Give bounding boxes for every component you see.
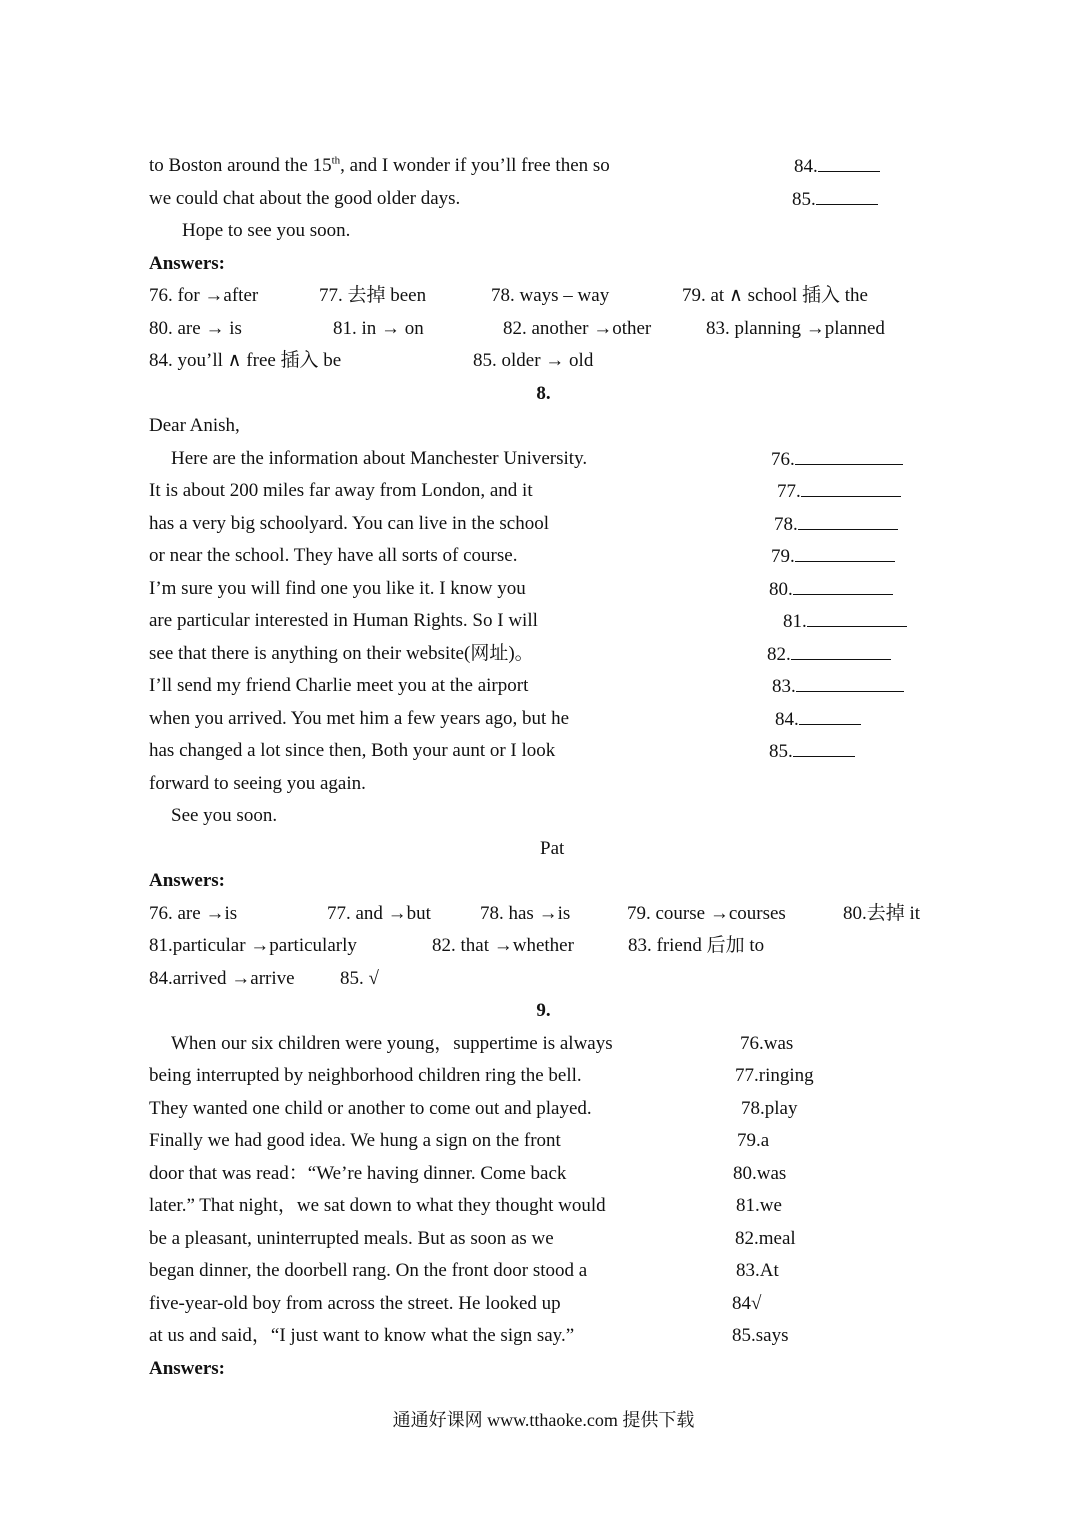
- passage-line: It is about 200 miles far away from London, and it: [149, 480, 533, 501]
- section-heading: 9.: [536, 1000, 551, 1021]
- answer-item: 84. you’ll ∧ free 插入 be: [149, 350, 342, 371]
- answer-item: 77. 去掉 been: [319, 285, 427, 306]
- answer-item: 79. at ∧ school 插入 the: [682, 285, 868, 306]
- passage-line: door that was read：“We’re having dinner. Come back: [149, 1163, 567, 1184]
- closing-line: See you soon.: [171, 805, 278, 826]
- section-heading: 8.: [536, 383, 551, 404]
- correction: 83.At: [736, 1260, 779, 1281]
- passage-line: are particular interested in Human Rights. So I will: [149, 610, 538, 631]
- passage-line: They wanted one child or another to come out and played.: [149, 1098, 592, 1119]
- blank-number: 82.: [767, 642, 891, 667]
- correction: 82.meal: [735, 1228, 796, 1249]
- correction: 80.was: [733, 1163, 787, 1184]
- correction: 85.says: [732, 1325, 789, 1346]
- answer-item: 78. has →is: [480, 903, 571, 924]
- answer-item: 83. friend 后加 to: [628, 935, 765, 956]
- passage-line: or near the school. They have all sorts of course.: [149, 545, 518, 566]
- blank-number: 81.: [783, 609, 907, 634]
- correction: 76.was: [740, 1033, 794, 1054]
- answer-item: 83. planning →planned: [706, 318, 885, 339]
- passage-line: to Boston around the 15th, and I wonder if you’ll free then so: [149, 154, 610, 176]
- answer-item: 78. ways – way: [491, 285, 610, 306]
- answer-item: 82. that →whether: [432, 935, 574, 956]
- correction: 77.ringing: [735, 1065, 814, 1086]
- answer-item: 85. √: [340, 968, 379, 989]
- blank-number: 83.: [772, 674, 904, 699]
- answer-item: 85. older → old: [473, 350, 594, 371]
- passage-line: see that there is anything on their website(网址)。: [149, 643, 534, 664]
- answer-item: 80. are → is: [149, 318, 242, 339]
- answer-item: 76. for →after: [149, 285, 259, 306]
- blank-number: 76.: [771, 447, 903, 472]
- answer-item: 77. and →but: [327, 903, 431, 924]
- passage-line: I’ll send my friend Charlie meet you at the airport: [149, 675, 529, 696]
- blank-number: 77.: [777, 479, 901, 504]
- passage-line: I’m sure you will find one you like it. I know you: [149, 578, 526, 599]
- passage-line: Finally we had good idea. We hung a sign on the front: [149, 1130, 561, 1151]
- blank-number: 79.: [771, 544, 895, 569]
- passage-line: has changed a lot since then, Both your aunt or I look: [149, 740, 556, 761]
- answers-label: Answers:: [149, 253, 225, 274]
- passage-line: at us and said，“I just want to know what the sign say.”: [149, 1325, 575, 1346]
- answers-label: Answers:: [149, 1358, 225, 1379]
- blank-number: 80.: [769, 577, 893, 602]
- passage-line: has a very big schoolyard. You can live in the school: [149, 513, 549, 534]
- footer-text: 通通好课网 www.tthaoke.com 提供下载: [392, 1410, 695, 1430]
- answer-item: 81. in → on: [333, 318, 424, 339]
- correction: 81.we: [736, 1195, 782, 1216]
- answer-item: 81.particular →particularly: [149, 935, 357, 956]
- answer-item: 79. course →courses: [627, 903, 786, 924]
- correction: 78.play: [741, 1098, 798, 1119]
- answer-item: 76. are →is: [149, 903, 238, 924]
- passage-line: be a pleasant, uninterrupted meals. But as soon as we: [149, 1228, 554, 1249]
- salutation: Dear Anish,: [149, 415, 240, 436]
- blank-number: 85.: [792, 187, 878, 212]
- passage-line: when you arrived. You met him a few years ago, but he: [149, 708, 570, 729]
- answer-item: 82. another →other: [503, 318, 652, 339]
- answer-item: 80.去掉 it: [843, 903, 921, 924]
- passage-line: five-year-old boy from across the street. He looked up: [149, 1293, 561, 1314]
- answers-label: Answers:: [149, 870, 225, 891]
- blank-number: 78.: [774, 512, 898, 537]
- blank-number: 84.: [775, 707, 861, 732]
- closing-line: Hope to see you soon.: [182, 220, 351, 241]
- correction: 84√: [732, 1293, 762, 1314]
- blank-number: 85.: [769, 739, 855, 764]
- correction: 79.a: [737, 1130, 770, 1151]
- signature: Pat: [540, 838, 565, 859]
- passage-line: began dinner, the doorbell rang. On the front door stood a: [149, 1260, 588, 1281]
- blank-number: 84.: [794, 154, 880, 179]
- passage-line: Here are the information about Manchester University.: [171, 448, 588, 469]
- answer-item: 84.arrived →arrive: [149, 968, 295, 989]
- passage-line: we could chat about the good older days.: [149, 188, 461, 209]
- passage-line: When our six children were young，suppertime is always: [171, 1033, 613, 1054]
- passage-line: being interrupted by neighborhood children ring the bell.: [149, 1065, 582, 1086]
- passage-line: forward to seeing you again.: [149, 773, 366, 794]
- passage-line: later.” That night，we sat down to what they thought would: [149, 1195, 606, 1216]
